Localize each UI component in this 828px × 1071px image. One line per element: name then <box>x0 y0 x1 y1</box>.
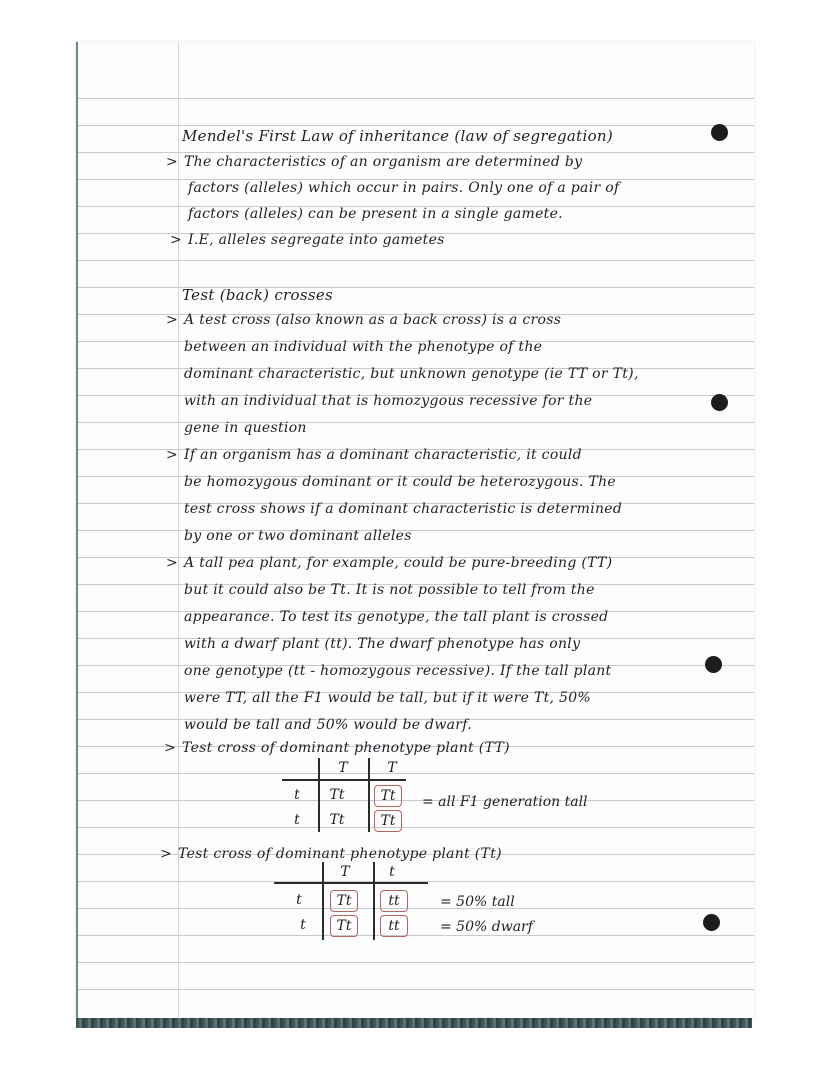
ruled-line <box>78 125 754 126</box>
ruled-line <box>78 287 754 288</box>
p2-line-4: by one or two dominant alleles <box>184 528 412 544</box>
ruled-line <box>78 98 754 99</box>
row-allele: t <box>294 812 300 828</box>
p3-line-2: but it could also be Tt. It is not possible to tell from the <box>184 582 595 598</box>
bullet-marker: > <box>170 232 183 248</box>
p2-line-3: test cross shows if a dominant characteristic is determined <box>184 501 623 517</box>
bullet-marker: > <box>166 447 179 463</box>
ruled-line <box>78 908 754 909</box>
p3-line-1: > A tall pea plant, for example, could be pure-breeding (TT) <box>166 555 613 571</box>
punnett-cell: Tt <box>374 810 402 832</box>
p2-line-1: > If an organism has a dominant characteristic, it could <box>166 447 582 463</box>
grid-line-vertical <box>322 862 324 940</box>
desk-edge <box>76 1018 752 1028</box>
punch-hole-lower-mid <box>705 656 722 673</box>
col-allele: t <box>389 864 395 880</box>
law-title: Mendel's First Law of inheritance (law of segregation) <box>182 127 614 145</box>
p1-line-5: gene in question <box>184 420 307 436</box>
grid-line-vertical <box>368 758 370 832</box>
p1-line-1: > A test cross (also known as a back cross) is a cross <box>166 312 562 328</box>
grid-line-horizontal <box>274 882 428 884</box>
p2-line-2: be homozygous dominant or it could be heterozygous. The <box>184 474 617 490</box>
row-allele: t <box>296 892 302 908</box>
p3-line-7: would be tall and 50% would be dwarf. <box>184 717 472 733</box>
cross2-caption: > Test cross of dominant phenotype plant (Tt) <box>160 846 502 862</box>
ruled-line <box>78 962 754 963</box>
bullet-marker: > <box>166 555 179 571</box>
punnett-cell: Tt <box>330 890 358 912</box>
bullet-marker: > <box>164 740 177 756</box>
ruled-line <box>78 827 754 828</box>
row-allele: t <box>300 917 306 933</box>
p1-line-2: between an individual with the phenotype of the <box>184 339 543 355</box>
ruled-line <box>78 530 754 531</box>
p3-line-3: appearance. To test its genotype, the tall plant is crossed <box>184 609 609 625</box>
ruled-line <box>78 935 754 936</box>
cross1-result: = all F1 generation tall <box>422 794 588 810</box>
bullet-marker: > <box>166 154 179 170</box>
p3-line-6: were TT, all the F1 would be tall, but if it were Tt, 50% <box>184 690 592 706</box>
col-allele: T <box>387 760 397 776</box>
punnett-cell: Tt <box>330 915 358 937</box>
cross2-result-dwarf: = 50% dwarf <box>440 919 533 935</box>
punch-hole-bottom <box>703 914 720 931</box>
ruled-line <box>78 989 754 990</box>
law-line-3: factors (alleles) can be present in a single gamete. <box>188 206 563 222</box>
cross2-result-tall: = 50% tall <box>440 894 515 910</box>
grid-line-horizontal <box>282 779 406 781</box>
ruled-line <box>78 152 754 153</box>
ie-line: > I.E, alleles segregate into gametes <box>170 232 445 248</box>
punch-hole-upper-mid <box>711 394 728 411</box>
punnett-cell: Tt <box>374 785 402 807</box>
p3-line-5: one genotype (tt - homozygous recessive). If the tall plant <box>184 663 612 679</box>
punnett-cell: Tt <box>329 812 345 828</box>
punnett-cell: tt <box>380 890 408 912</box>
margin-line <box>178 42 179 1018</box>
punch-hole-top <box>711 124 728 141</box>
col-allele: T <box>340 864 350 880</box>
punnett-cell: Tt <box>329 787 345 803</box>
grid-line-vertical <box>373 862 375 940</box>
ruled-line <box>78 260 754 261</box>
cross1-caption: > Test cross of dominant phenotype plant (TT) <box>164 740 510 756</box>
bullet-marker: > <box>166 312 179 328</box>
law-line-2: factors (alleles) which occur in pairs. Only one of a pair of <box>188 180 620 196</box>
row-allele: t <box>294 787 300 803</box>
ruled-line <box>78 800 754 801</box>
p1-line-3: dominant characteristic, but unknown genotype (ie TT or Tt), <box>184 366 639 382</box>
p1-line-4: with an individual that is homozygous recessive for the <box>184 393 593 409</box>
test-cross-heading: Test (back) crosses <box>182 286 333 304</box>
ruled-line <box>78 773 754 774</box>
notebook-page <box>76 42 754 1018</box>
punnett-cell: tt <box>380 915 408 937</box>
p3-line-4: with a dwarf plant (tt). The dwarf phenotype has only <box>184 636 581 652</box>
law-line-1: > The characteristics of an organism are determined by <box>166 154 583 170</box>
col-allele: T <box>338 760 348 776</box>
ruled-line <box>78 422 754 423</box>
bullet-marker: > <box>160 846 173 862</box>
grid-line-vertical <box>318 758 320 832</box>
